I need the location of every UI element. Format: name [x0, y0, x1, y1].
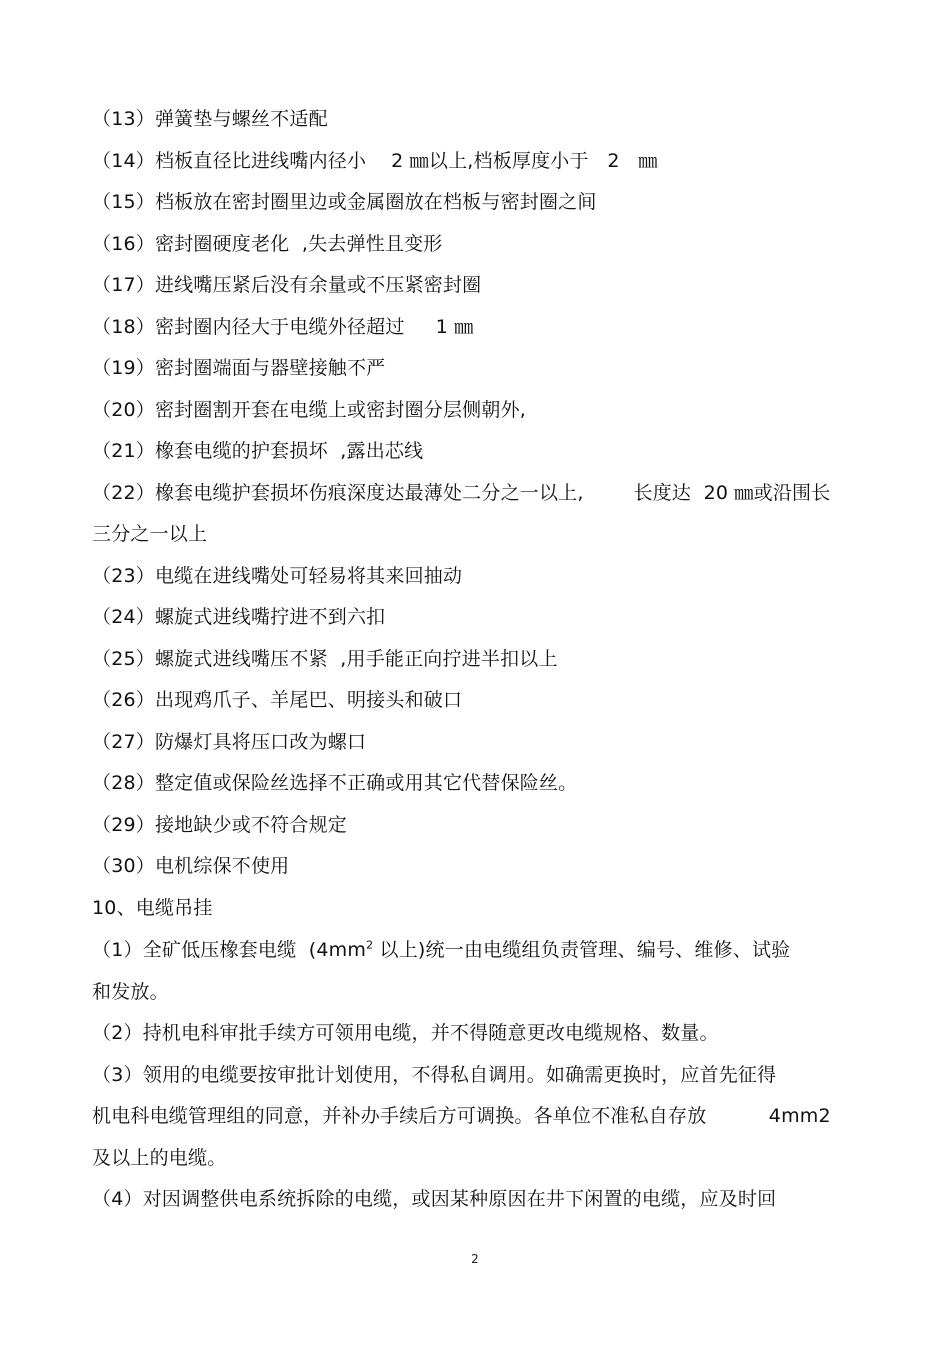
list-item: （15）档板放在密封圈里边或金属圈放在档板与密封圈之间: [92, 191, 597, 213]
page-number: 2: [471, 1252, 479, 1266]
list-item: （22）橡套电缆护套损坏伤痕深度达最薄处二分之一以上, 长度达 20 ㎜或沿围长: [92, 482, 831, 504]
section-title: 10、电缆吊挂: [92, 897, 213, 919]
paragraph-3-line-2: 机电科电缆管理组的同意，并补办手续后方可调换。各单位不准私自存放 4mm2: [92, 1105, 831, 1127]
paragraph-4: （4）对因调整供电系统拆除的电缆，或因某种原因在井下闲置的电缆，应及时回: [92, 1188, 777, 1210]
paragraph-2: （2）持机电科审批手续方可领用电缆，并不得随意更改电缆规格、数量。: [92, 1022, 719, 1044]
list-item: （14）档板直径比进线嘴内径小 2 ㎜以上,档板厚度小于 2 ㎜: [92, 150, 658, 172]
paragraph-3-line-3: 及以上的电缆。: [92, 1147, 227, 1169]
paragraph-1: [92, 937, 790, 963]
paragraph-3: （3）领用的电缆要按审批计划使用，不得私自调用。如确需更换时，应首先征得: [92, 1064, 777, 1086]
paragraph-1-text-cont: 以上)统一由电缆组负责管理、编号、维修、试验: [373, 939, 791, 961]
paragraph-1-line-2: 和发放。: [92, 981, 169, 1003]
list-item: （20）密封圈割开套在电缆上或密封圈分层侧朝外,: [92, 399, 527, 421]
list-item: （23）电缆在进线嘴处可轻易将其来回抽动: [92, 565, 463, 587]
list-item: （13）弹簧垫与螺丝不适配: [92, 108, 328, 130]
list-item: （24）螺旋式进线嘴拧进不到六扣: [92, 606, 386, 628]
list-item: （21）橡套电缆的护套损坏 ,露出芯线: [92, 440, 424, 462]
list-item: （16）密封圈硬度老化 ,失去弹性且变形: [92, 233, 443, 255]
superscript: 2: [366, 938, 374, 952]
list-item: （26）出现鸡爪子、羊尾巴、明接头和破口: [92, 689, 463, 711]
list-item: （27）防爆灯具将压口改为螺口: [92, 731, 367, 753]
list-item: （28）整定值或保险丝选择不正确或用其它代替保险丝。: [92, 772, 578, 794]
list-item: （29）接地缺少或不符合规定: [92, 814, 347, 836]
list-item-continuation: 三分之一以上: [92, 523, 208, 545]
list-item: （19）密封圈端面与器壁接触不严: [92, 357, 386, 379]
paragraph-1-text: （1）全矿低压橡套电缆 (4mm: [92, 939, 367, 961]
list-item: （25）螺旋式进线嘴压不紧 ,用手能正向拧进半扣以上: [92, 648, 558, 670]
list-item: （18）密封圈内径大于电缆外径超过 1 ㎜: [92, 316, 474, 338]
list-item: （30）电机综保不使用: [92, 855, 290, 877]
list-item: （17）进线嘴压紧后没有余量或不压紧密封圈: [92, 274, 482, 296]
